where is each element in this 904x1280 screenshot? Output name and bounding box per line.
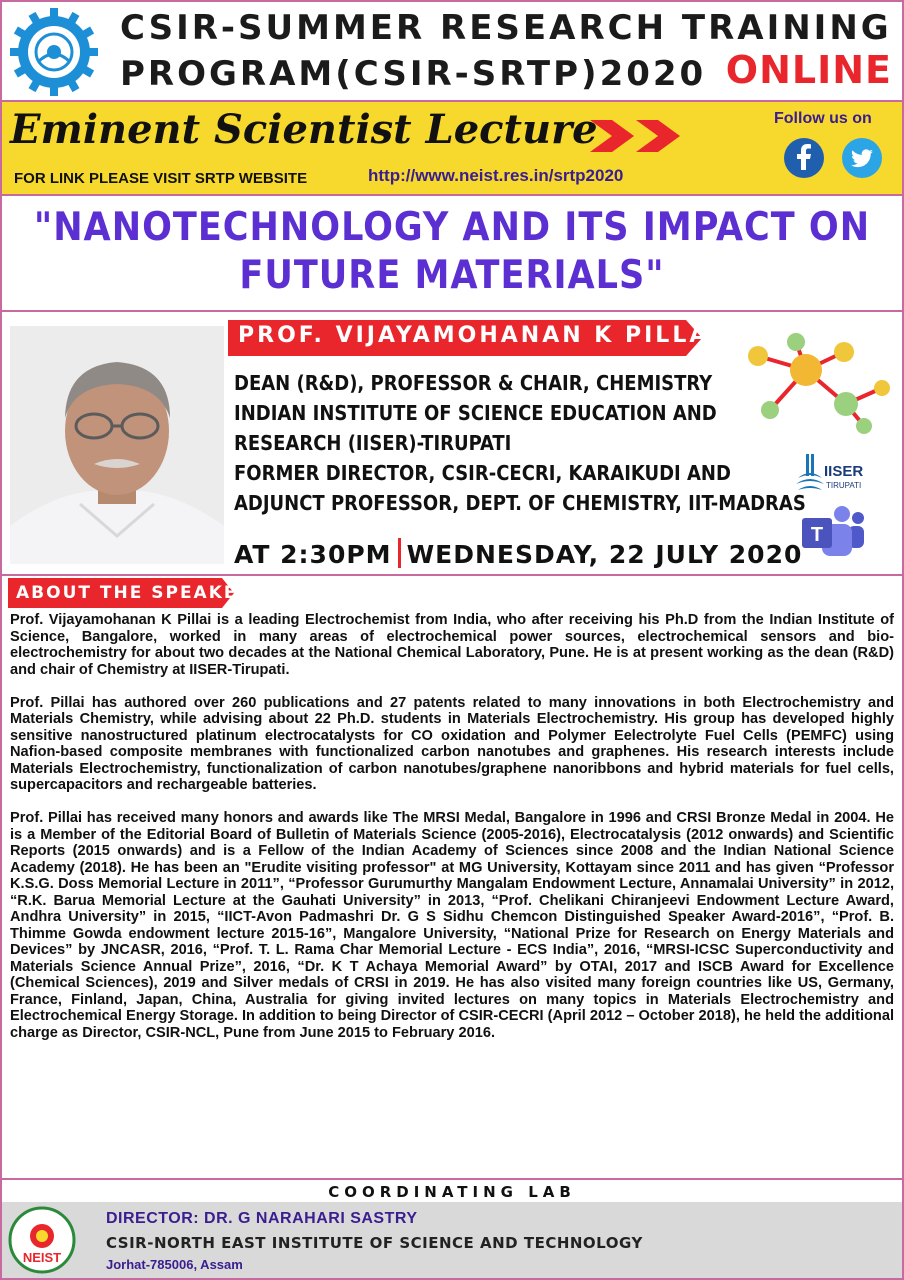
svg-text:T: T [810,524,824,546]
lecture-schedule [234,538,802,569]
header-title-line1: CSIR-SUMMER RESEARCH TRAINING [120,8,892,48]
institute-address: Jorhat-785006, Assam [106,1257,243,1272]
iiser-logo-icon [792,448,872,498]
follow-us-label: Follow us on [774,110,872,127]
speaker-name: PROF. VIJAYAMOHANAN K PILLAI [238,323,721,348]
double-arrow-icon [590,116,686,156]
speaker-section [2,312,902,576]
online-badge: ONLINE [725,48,892,92]
iiser-label: IISER [824,463,864,480]
director-name: DIRECTOR: DR. G NARAHARI SASTRY [106,1210,418,1227]
lecture-series-title: Eminent Scientist Lecture [10,106,598,153]
designation-line: FORMER DIRECTOR, CSIR-CECRI, KARAIKUDI AND [234,461,731,485]
csir-logo-icon [8,6,100,98]
link-note: FOR LINK PLEASE VISIT SRTP WEBSITE [14,170,308,187]
header [2,2,902,102]
talk-title-section [2,196,902,312]
speaker-photo [10,326,224,564]
bio-paragraph: Prof. Vijayamohanan K Pillai is a leading Electrochemist from India, who after receiving his Ph.D from the Indian Institute of Science, Bangalore, worked in many areas of electrochemical power sources, electrochemical sensors and bio-electrochemistry for about two decades at the National Chemical Laboratory, Pune. He is at present working as the dean (R&D) and chair of Chemistry at IISER-Tirupati. [10,612,894,678]
neist-logo-icon [8,1206,76,1274]
institute-name: CSIR-NORTH EAST INSTITUTE OF SCIENCE AND TECHNOLOGY [106,1234,643,1252]
about-heading: ABOUT THE SPEAKER [16,583,253,603]
facebook-icon[interactable] [784,138,824,178]
lecture-time: AT 2:30PM [234,540,392,569]
coordinating-lab-heading: COORDINATING LAB [2,1178,902,1204]
neist-logo-text: NEIST [22,1250,62,1265]
molecule-icon [736,326,896,436]
twitter-icon[interactable] [842,138,882,178]
designation-line: RESEARCH (IISER)-TIRUPATI [234,431,512,455]
footer [2,1202,902,1278]
schedule-divider [398,538,401,568]
lecture-band [2,102,902,196]
designation-line: INDIAN INSTITUTE OF SCIENCE EDUCATION AND [234,401,717,425]
header-title-line2: PROGRAM(CSIR-SRTP)2020 [120,54,707,94]
designation-line: DEAN (R&D), PROFESSOR & CHAIR, CHEMISTRY [234,371,713,395]
bio-paragraph: Prof. Pillai has authored over 260 publications and 27 patents related to many innovations in both Electrochemistry and Materials Chemistry, while advising about 22 Ph.D. students in Materials Electrochemistry. His group has developed highly sensitive nanostructured platinum electrocatalysts for CO oxidation and Polymer Eelectrolyte Fuel Cells (PEMFC) using Nafion-based composite membranes with functionalized carbon nanotubes and graphenes. His research interests include Materials Electrochemistry, functionalization of carbon nanotubes/graphene nanoribbons and hybrid materials for fuel cells, supercapacitors and rechargeable batteries. [10,694,894,793]
lecture-date: WEDNESDAY, 22 JULY 2020 [406,540,803,569]
speaker-bio [10,612,894,1058]
designation-line: ADJUNCT PROFESSOR, DEPT. OF CHEMISTRY, IIT-MADRAS [234,491,806,515]
talk-title: "NANOTECHNOLOGY AND ITS IMPACT ON FUTURE MATERIALS" [33,205,871,298]
bio-paragraph: Prof. Pillai has received many honors and awards like The MRSI Medal, Bangalore in 1996 and CRSI Bronze Medal in 2004. He is a Member of the Editorial Board of Bulletin of Materials Science (2005-2016), Electrocatalysis (2012 onwards) and Scientific Reports (2015 onwards) and is a Fellow of the Indian Academy of Sciences since 2008 and the Indian National Science Academy (2018). He has been an "Erudite visiting professor" at MG University, Kottayam since 2011 and has given “Professor K.S.G. Doss Memorial Lecture in 2011”, “Professor Gurumurthy Mangalam Endowment Lecture, Annamalai University” in 2012, “R.K. Barua Memorial Lecture at the Gauhati University” in 2013, “Prof. Chelikani Chiranjeevi Endowment Lecture Award, Andhra University” in 2015, “IICT-Avon Padmashri Dr. G S Sidhu Chemcon Distinguished Speaker Award-2016”, “Prof. B. Thimme Gowda endowment lecture 2015-16”, Mangalore University, “National Prize for Research on Energy Materials and Devices” by JNCASR, 2016, “Prof. T. L. Rama Char Memorial Lecture - ECS India”, 2016, “MRSI-ICSC Superconductivity and Materials Science Annual Prize”, 2016, “Dr. K T Achaya Memorial Award” by OTAI, 2017 and ISCB Award for Excellence (Chemical Sciences), 2019 and Silver medals of CRSI in 2019. He has also visited many foreign countries like US, Germany, France, Finland, Japan, China, Australia for giving invited lectures on many topics in Materials Electrochemistry and Electrochemical Energy Storage. In addition to being Director of CSIR-CECRI (April 2012 – October 2018), he held the additional charge as Director, CSIR-NCL, Pune from June 2015 to February 2016. [10,810,894,1041]
speaker-designation [234,368,806,518]
iiser-sub-label: TIRUPATI [826,481,862,490]
srtp-website-link[interactable]: http://www.neist.res.in/srtp2020 [368,166,624,185]
microsoft-teams-icon[interactable] [798,504,866,562]
